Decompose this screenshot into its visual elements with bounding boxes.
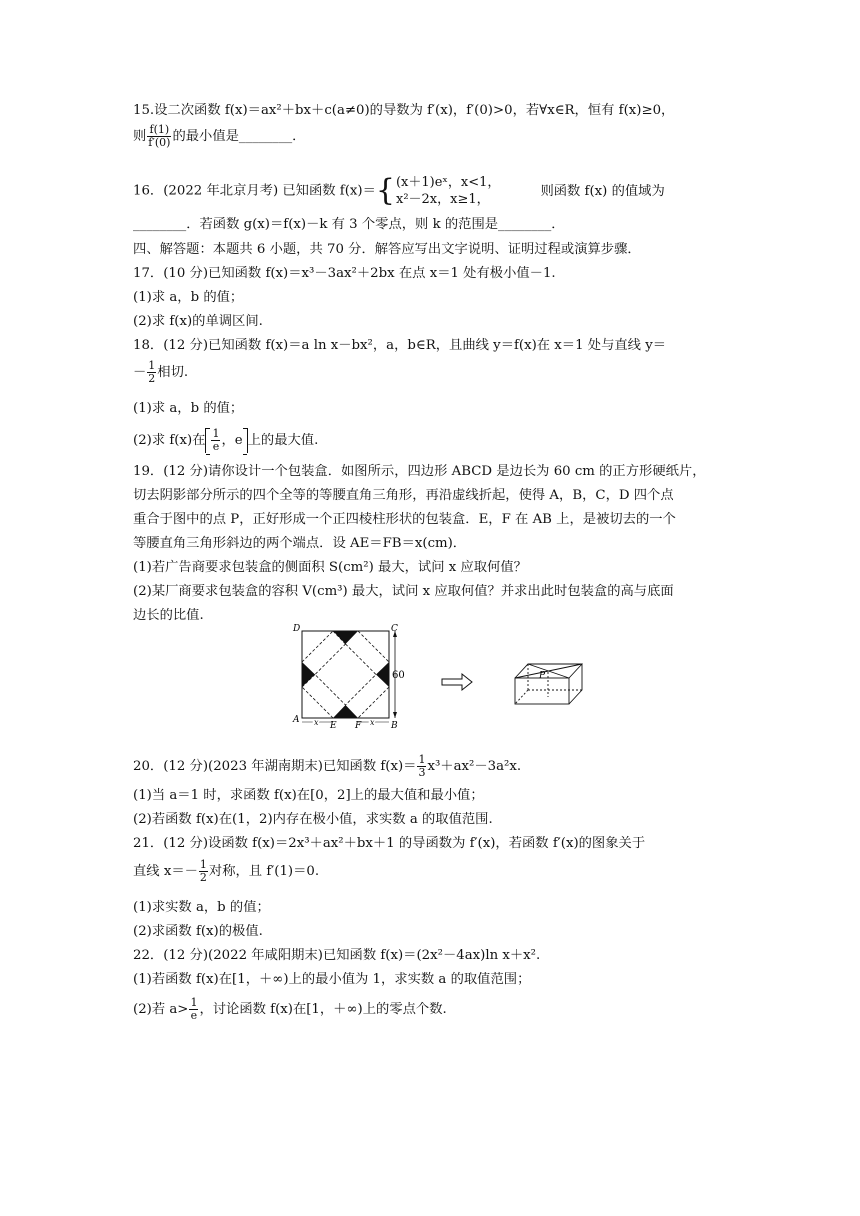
label-P: P [539,671,546,681]
q22-line1: 22．(12 分)(2022 年咸阳期末)已知函数 f(x)＝(2x²－4ax)ln x＋x². [133,948,541,963]
q22-frac-num: 1 [190,996,198,1009]
q15-fraction [147,124,171,149]
label-x-right: x [370,718,375,727]
q16-cases [396,174,500,208]
q21-line1: 21．(12 分)设函数 f(x)＝2x³＋ax²＋bx＋1 的导函数为 f′(x)，若函数 f′(x)的图象关于 [133,836,646,851]
q21-frac-num: 1 [199,858,207,871]
label-D: D [293,624,301,634]
dimension-arrow-bottom [393,712,397,718]
q21-part2: (2)求函数 f(x)的极值. [133,924,263,939]
q15-line2 [133,124,305,149]
label-F: F [355,721,362,731]
q21-line2-pre: 直线 x＝－ [133,864,198,879]
q22-part2-post: ，讨论函数 f(x)在[1，＋∞)上的零点个数. [199,1002,447,1017]
q19-part2a: (2)某厂商要求包装盒的容积 V(cm³) 最大，试问 x 应取何值？并求出此时包装盒的高与底面 [133,584,674,599]
label-B: B [391,721,398,731]
q18-interval-num: 1 [212,427,220,440]
q21-line2-post: 对称，且 f′(1)＝0. [208,864,320,879]
q18-line1: 18．(12 分)已知函数 f(x)＝a ln x－bx²，a，b∈R，且曲线 y＝f(x)在 x＝1 处与直线 y＝ [133,338,667,353]
q18-interval-den: e [212,440,220,453]
q18-interval-right: ，e [221,433,243,448]
q18-frac-den: 2 [148,372,156,385]
q18-fraction [147,360,156,385]
label-E: E [330,721,337,731]
q22-part2 [133,997,447,1022]
q22-fraction [189,997,198,1022]
q20-line1 [133,754,521,779]
q18-part2 [133,428,318,453]
q20-fraction [417,754,426,779]
q20-frac-den: 3 [418,766,426,779]
q22-part2-pre: (2)若 a> [133,1002,189,1017]
q18-frac-num: 1 [148,359,156,372]
q19-line4: 等腰直角三角形斜边的两个端点．设 AE＝FB＝x(cm)． [133,536,467,551]
q22-frac-den: e [190,1009,198,1022]
label-x-left: x [314,718,319,727]
q19-part2b: 边长的比值. [133,608,204,623]
shaded-triangle-left [302,662,315,687]
shaded-triangle-top [333,631,358,644]
q15-text: 设二次函数 f(x)＝ax²＋bx＋c(a≠0)的导数为 f′(x)，f′(0)>0，若∀x∈R，恒有 f(x)≥0， [154,103,675,118]
q18-part1: (1)求 a，b 的值； [133,401,244,416]
q18-part2-post: 上的最大值. [247,433,319,448]
q16-case2: x²－2x，x≥1， [395,192,490,207]
q19-line3: 重合于图中的点 P，正好形成一个正四棱柱形状的包装盒．E，F 在 AB 上，是被切去的一个 [133,512,676,527]
q17-part1: (1)求 a，b 的值； [133,290,244,305]
q20-part2: (2)若函数 f(x)在(1，2)内存在极小值，求实数 a 的取值范围. [133,812,493,827]
q15-number: 15. [133,103,155,118]
q17-part2: (2)求 f(x)的单调区间. [133,314,263,329]
q15-frac-num: f(1) [147,124,171,137]
q18-line2-post: 相切. [157,365,189,380]
q20-part1: (1)当 a＝1 时，求函数 f(x)在[0，2]上的最大值和最小值； [133,788,484,803]
q18-part2-pre: (2)求 f(x)在 [133,433,206,448]
q21-fraction [199,859,208,884]
q18-line2-pre: － [133,365,147,380]
q16-pre: (2022 年北京月考) 已知函数 f(x)＝ [163,183,376,199]
q16-case1: (x＋1)eˣ，x<1， [395,175,501,190]
label-60: 60 [392,670,405,681]
q20-line1-pre: 20．(12 分)(2023 年湖南期末)已知函数 f(x)＝ [133,759,417,774]
q17-line1: 17．(10 分)已知函数 f(x)＝x³－3ax²＋2bx 在点 x＝1 处有极小值－1. [133,266,556,281]
box-prism [515,664,582,704]
label-C: C [391,624,398,634]
section-heading: 四、解答题：本题共 6 小题，共 70 分．解答应写出文字说明、证明过程或演算步骤． [133,242,641,257]
q21-frac-den: 2 [199,871,207,884]
q18-interval-frac [211,428,220,453]
q21-part1: (1)求实数 a，b 的值； [133,900,270,915]
q19-figure [290,622,620,732]
q20-line1-post: x³＋ax²－3a²x. [427,759,522,774]
q16-line1 [133,174,665,208]
q15-line2-pre: 则 [133,129,147,144]
piecewise-brace: { [375,173,395,208]
q15-frac-den: f′(0) [148,136,171,149]
shaded-triangle-bottom [333,705,358,718]
transform-arrow-icon [442,674,472,690]
q20-frac-num: 1 [418,753,426,766]
q22-part1: (1)若函数 f(x)在[1，＋∞)上的最小值为 1，求实数 a 的取值范围； [133,972,531,987]
q16-number: 16． [133,183,164,199]
q16-post: 则函数 f(x) 的值域为 [540,183,665,199]
q16-line2: ________．若函数 g(x)＝f(x)－k 有 3 个零点，则 k 的范围是________． [133,217,565,232]
q21-line2 [133,859,319,884]
fold-lines [302,631,389,718]
q18-interval [205,428,247,453]
q15-line1 [133,102,674,120]
q19-part1: (1)若广告商要求包装盒的侧面积 S(cm²) 最大，试问 x 应取何值？ [133,560,527,575]
q19-line1: 19．(12 分)请你设计一个包装盒．如图所示，四边形 ABCD 是边长为 60 cm 的正方形硬纸片， [133,464,706,479]
q18-line2 [133,360,188,385]
label-A: A [293,715,300,725]
q15-line2-post: 的最小值是________． [172,129,306,144]
q19-line2: 切去阴影部分所示的四个全等的等腰直角三角形，再沿虚线折起，使得 A，B，C，D 四个点 [133,488,674,503]
shaded-triangle-right [376,662,389,687]
